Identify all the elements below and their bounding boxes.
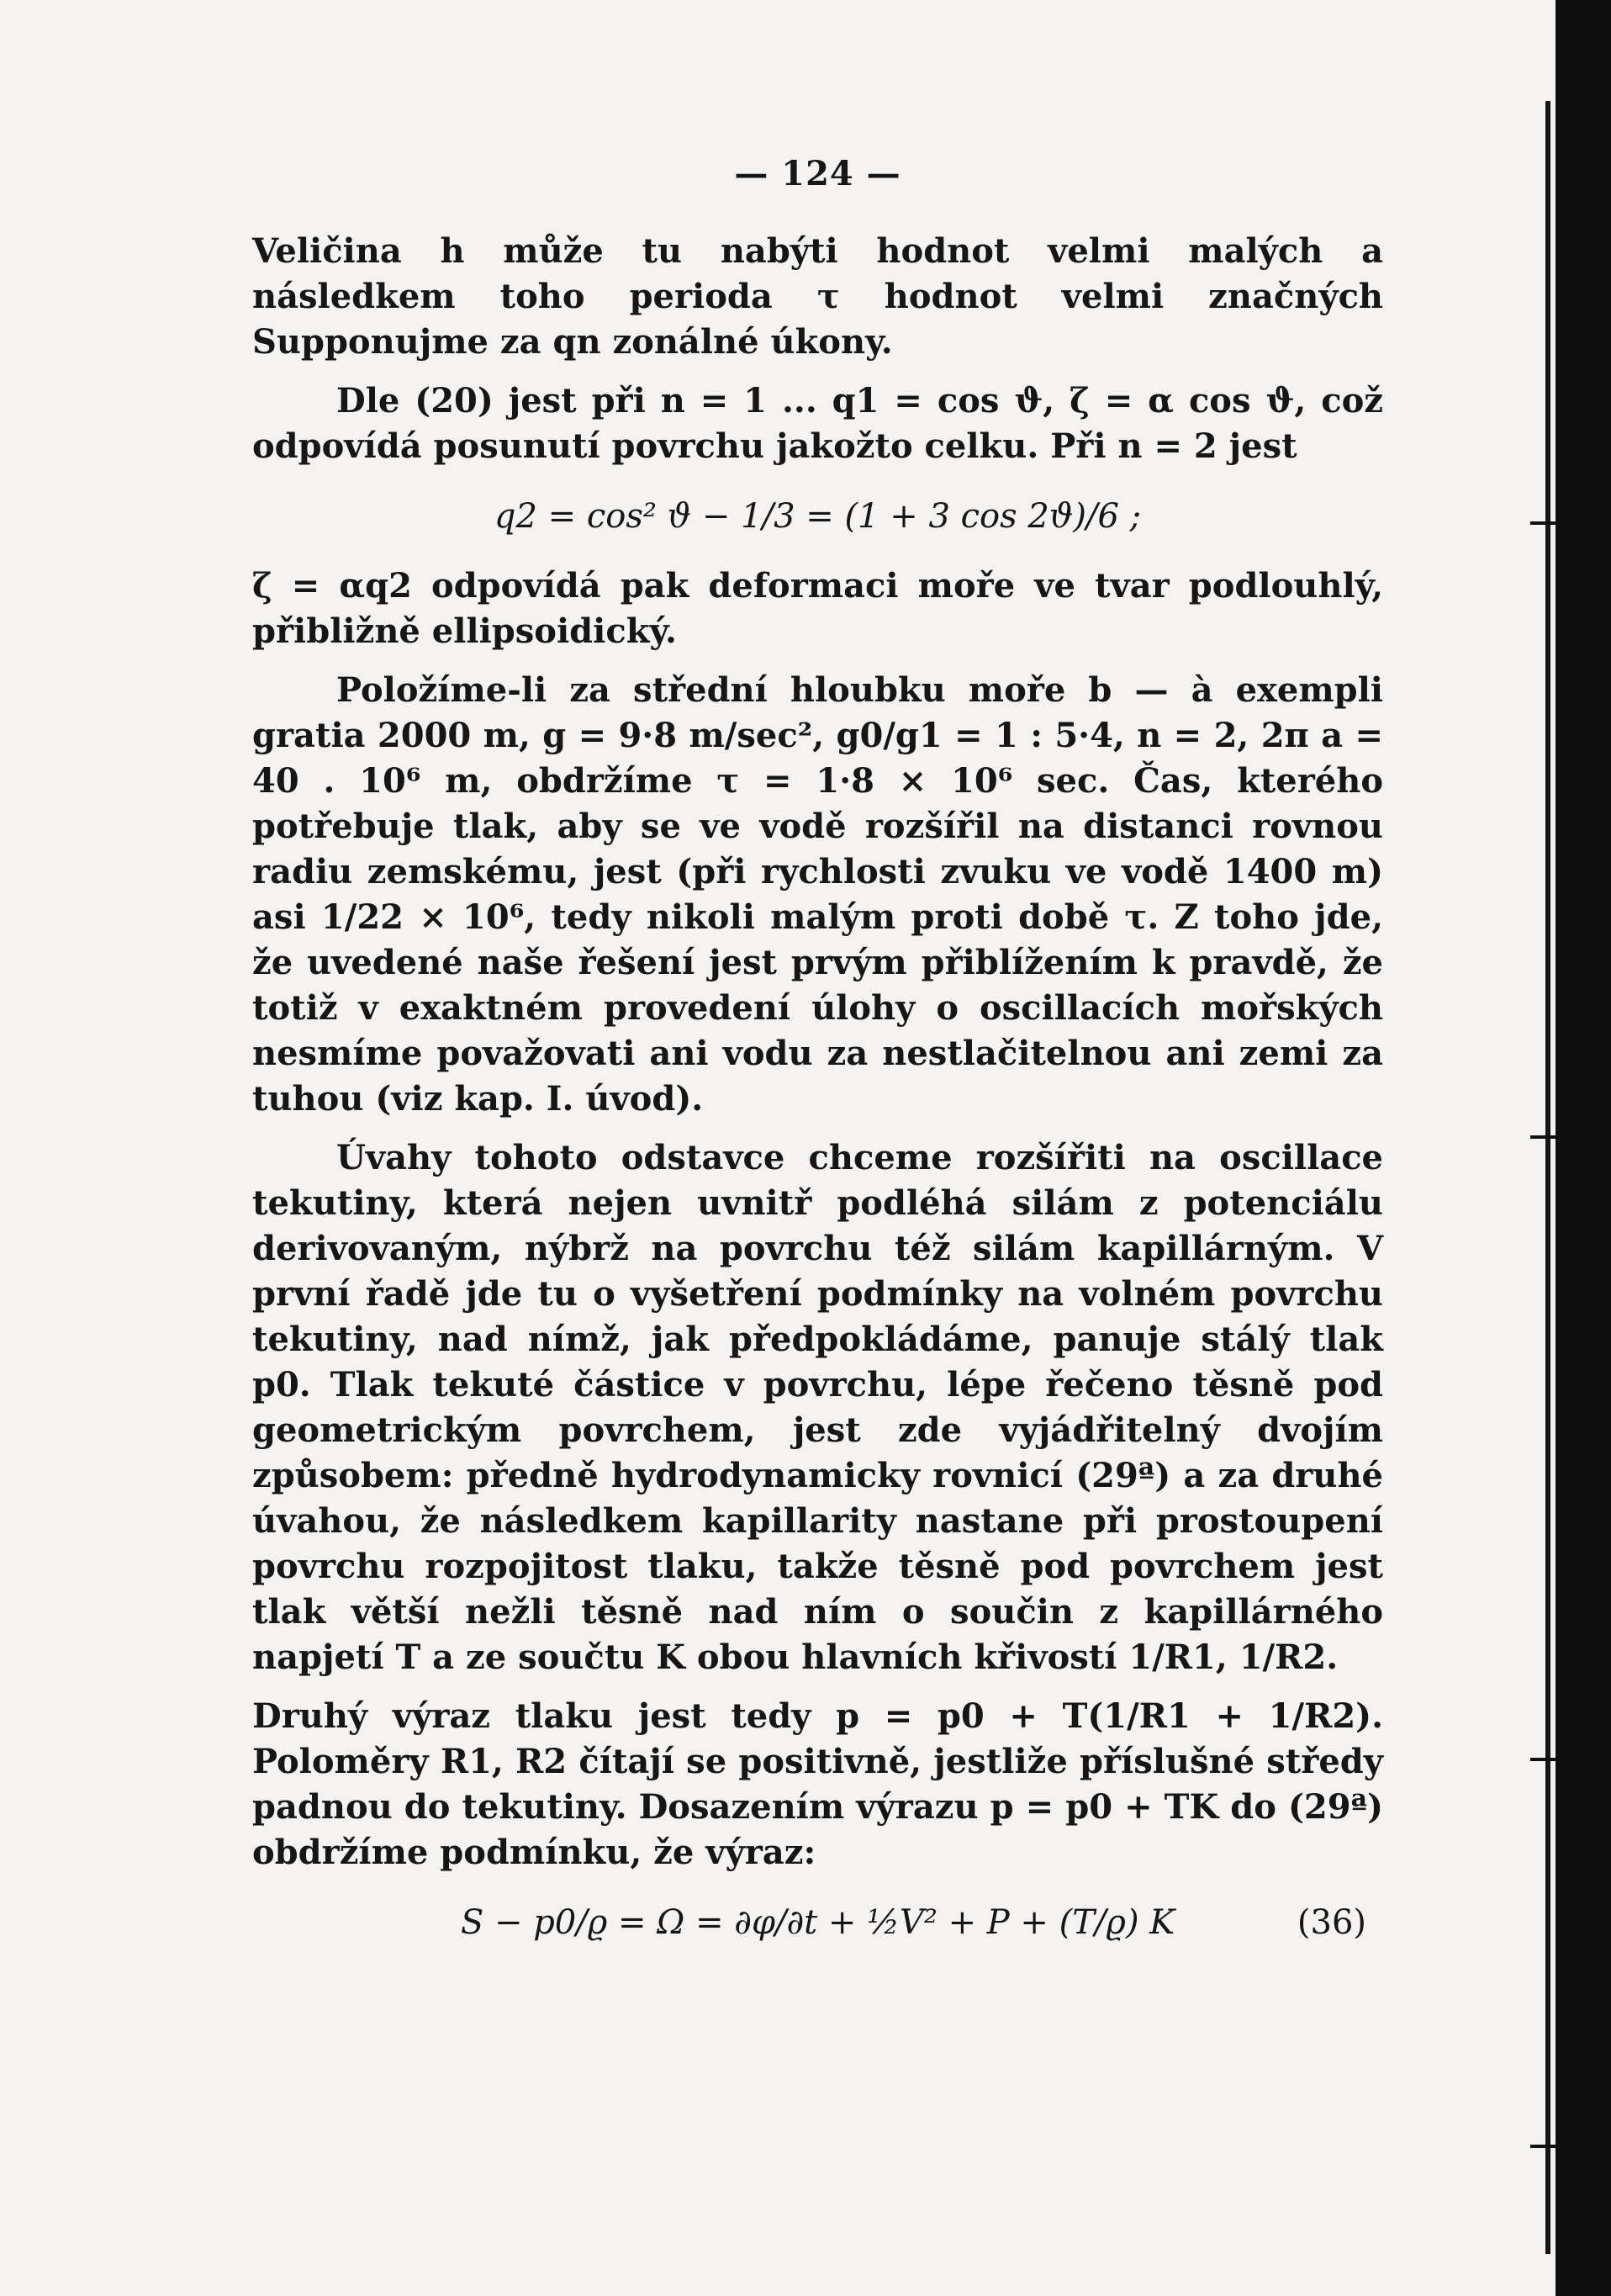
border-tick: [1530, 1135, 1556, 1139]
paragraph-5: Úvahy tohoto odstavce chceme rozšířiti na oscillace tekutiny, která nejen uvnitř podléhá silám z potenciálu derivovaným, nýbrž na povrchu též silám kapillárným. V první řadě jde tu o vyšetření podmínky na volném povrchu tekutiny, nad nímž, jak předpokládáme, panuje stálý tlak p0. Tlak tekuté částice v povrchu, lépe řečeno těsně pod geometrickým povrchem, jest zde vyjádřitelný dvojím způsobem: předně hydrodynamicky rovnicí (29ª) a za druhé úvahou, že následkem kapillarity nastane při prostoupení povrchu rozpojitost tlaku, takže těsně pod povrchem jest tlak větší nežli těsně nad ním o součin z kapillárného napjetí T a ze součtu K obou hlavních křivostí 1/R1, 1/R2.: [252, 1138, 1383, 1677]
paragraph-3: ζ = αq2 odpovídá pak deformaci moře ve tvar podlouhlý, přibližně ellipsoidický.: [252, 566, 1383, 651]
equation-q2-text: q2 = cos² ϑ − 1/3 = (1 + 3 cos 2ϑ)/6 ;: [494, 497, 1142, 536]
page-number: — 124 —: [734, 154, 901, 193]
border-tick: [1530, 2145, 1556, 2148]
equation-q2: [252, 491, 1383, 542]
paragraph-4: Položíme-li za střední hloubku moře b — à exempli gratia 2000 m, g = 9·8 m/sec², g0/g1 = 1 : 5·4, n = 2, 2π a = 40 . 10⁶ m, obdržíme τ = 1·8 × 10⁶ sec. Čas, kterého potřebuje tlak, aby se ve vodě rozšířil na distanci rovnou radiu zemskému, jest (při rychlosti zvuku ve vodě 1400 m) asi 1/22 × 10⁶, tedy nikoli malým proti době τ. Z toho jde, že uvedené naše řešení jest prvým přiblížením k pravdě, že totiž v exaktném provedení úlohy o oscillacích mořských nesmíme považovati ani vodu za nestlačitelnou ani zemi za tuhou (viz kap. I. úvod).: [252, 670, 1383, 1119]
scan-edge: [1556, 0, 1611, 2296]
equation-number: (36): [1297, 1903, 1366, 1942]
border-tick: [1530, 521, 1556, 525]
equation-36: [252, 1897, 1383, 1948]
paragraph-6: Druhý výraz tlaku jest tedy p = p0 + T(1/R1 + 1/R2). Poloměry R1, R2 čítají se positivně, jestliže příslušné středy padnou do tekutiny. Dosazením výrazu p = p0 + TK do (29ª) obdržíme podmínku, že výraz:: [252, 1696, 1383, 1872]
border-tick: [1530, 1758, 1556, 1761]
page-border-line: [1545, 101, 1550, 2254]
paragraph-2: Dle (20) jest při n = 1 ... q1 = cos ϑ, ζ = α cos ϑ, což odpovídá posunutí povrchu jakožto celku. Při n = 2 jest: [252, 381, 1383, 466]
paragraph-1: Veličina h může tu nabýti hodnot velmi malých a následkem toho perioda τ hodnot velmi značných Supponujme za qn zonálné úkony.: [252, 231, 1383, 362]
equation-36-text: S − p0/ϱ = Ω = ∂φ/∂t + ½V² + P + (T/ϱ) K: [460, 1903, 1175, 1942]
page-text: [252, 151, 1383, 1970]
